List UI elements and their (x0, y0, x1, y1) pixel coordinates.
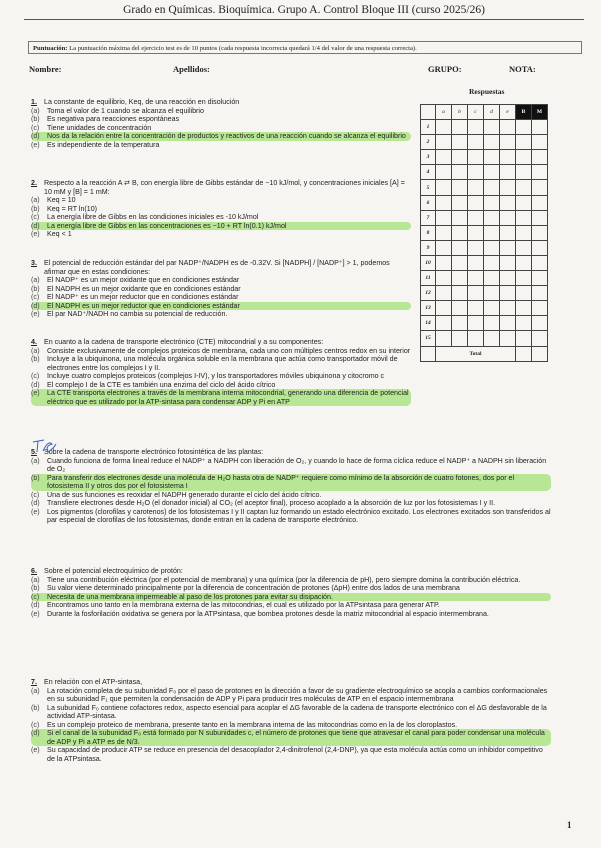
answers-grid-row (421, 301, 548, 316)
option-text: Es negativa para reacciones espontáneas (47, 115, 180, 123)
answer-option (31, 704, 551, 721)
answer-cell[interactable] (532, 255, 548, 270)
answers-grid-row (421, 225, 548, 240)
question-1 (31, 98, 411, 149)
option-letter: (b) (31, 473, 40, 482)
answer-option (31, 141, 411, 150)
question-stem-text: La constante de equilibrio, Keq, de una reacción en disolución (44, 98, 240, 106)
answer-cell[interactable] (468, 286, 484, 301)
question-stem (31, 179, 411, 196)
option-letter: (c) (31, 213, 40, 221)
option-text: Es un complejo proteico de membrana, presente tanto en la membrana interna de las mitocondrias como en la de los cloroplastos. (47, 720, 458, 729)
answer-cell[interactable] (484, 240, 500, 255)
total-spacer (421, 346, 436, 361)
answer-cell[interactable] (468, 316, 484, 331)
answer-cell[interactable] (516, 210, 532, 225)
answers-grid-total-row (421, 346, 548, 361)
row-number: 14 (421, 316, 436, 331)
answer-cell[interactable] (468, 120, 484, 135)
answer-cell[interactable] (532, 316, 548, 331)
answer-cell[interactable] (436, 165, 452, 180)
answer-cell[interactable] (468, 195, 484, 210)
answer-option (31, 205, 411, 214)
option-letter: (e) (31, 507, 40, 516)
answer-cell[interactable] (516, 165, 532, 180)
answers-grid-row (421, 255, 548, 270)
question-stem (31, 259, 411, 276)
option-letter: (c) (31, 372, 40, 380)
option-letter: (e) (31, 310, 40, 318)
option-letter: (a) (31, 686, 40, 695)
row-number: 10 (421, 255, 436, 270)
answer-cell[interactable] (500, 210, 516, 225)
answer-cell[interactable] (484, 316, 500, 331)
page-number: 1 (567, 820, 572, 830)
option-letter: (b) (31, 355, 40, 363)
answer-cell[interactable] (532, 225, 548, 240)
answer-cell[interactable] (484, 255, 500, 270)
answer-option (31, 381, 411, 390)
option-text: Necesita de una membrana impermeable al paso de los protones para evitar su disipación. (47, 592, 333, 601)
answer-cell[interactable] (436, 271, 452, 286)
option-text: Su valor viene determinado principalmente por la diferencia de concentración de protones (ΔpH) entre dos lados de una membrana (47, 584, 460, 592)
answers-grid-row (421, 120, 548, 135)
answer-option-highlighted (31, 389, 411, 406)
answer-cell[interactable] (516, 301, 532, 316)
corner-cell (421, 105, 436, 120)
total-correct-cell[interactable] (516, 346, 532, 361)
answer-cell[interactable] (516, 286, 532, 301)
answer-option (31, 124, 411, 133)
question-2 (31, 179, 411, 239)
option-letter: (a) (31, 276, 40, 284)
answer-cell[interactable] (452, 301, 468, 316)
option-text: Cuando funciona de forma lineal reduce el NADP⁺ a NADPH con liberación de O₂, y cuando lo hace de forma cíclica reduce el NADP⁺ a NADPH sin liberación de O₂ (47, 456, 547, 473)
answer-cell[interactable] (484, 210, 500, 225)
option-text: El complejo I de la CTE es también una enzima del ciclo del ácido cítrico (47, 380, 276, 389)
row-number: 15 (421, 331, 436, 346)
name-field-label: Nombre: (29, 64, 62, 74)
answer-option (31, 230, 411, 239)
question-stem-text: Sobre el potencial electroquímico de protón: (44, 567, 183, 575)
answer-option-highlighted (31, 474, 551, 491)
answer-cell[interactable] (532, 150, 548, 165)
answer-option (31, 601, 551, 610)
answer-cell[interactable] (452, 225, 468, 240)
answer-cell[interactable] (436, 225, 452, 240)
answer-option (31, 196, 411, 205)
answers-grid-row (421, 331, 548, 346)
answer-cell[interactable] (436, 135, 452, 150)
row-number: 8 (421, 225, 436, 240)
scoring-box (28, 41, 582, 54)
answer-cell[interactable] (484, 331, 500, 346)
answers-grid-row (421, 165, 548, 180)
answer-cell[interactable] (436, 331, 452, 346)
answer-cell[interactable] (452, 255, 468, 270)
answer-cell[interactable] (516, 271, 532, 286)
answer-cell[interactable] (452, 165, 468, 180)
answer-cell[interactable] (532, 195, 548, 210)
answer-cell[interactable] (516, 180, 532, 195)
answer-option-highlighted (31, 132, 411, 141)
question-number: 7. (31, 678, 37, 686)
answer-cell[interactable] (452, 135, 468, 150)
row-number: 5 (421, 180, 436, 195)
option-letter: (a) (31, 575, 40, 584)
option-letter: (d) (31, 729, 40, 737)
option-letter: (e) (31, 746, 40, 754)
question-stem (31, 448, 551, 457)
option-text: Durante la fosforilación oxidativa se genera por la ATPsintasa, que bombea protones desde la matriz mitocondrial al espacio intermembrana. (47, 609, 489, 618)
answers-grid-header-row (421, 105, 548, 120)
answer-cell[interactable] (500, 301, 516, 316)
option-letter: (b) (31, 284, 40, 293)
answer-cell[interactable] (500, 316, 516, 331)
question-number: 6. (31, 567, 37, 575)
question-number: 3. (31, 259, 37, 267)
option-letter: (d) (31, 601, 40, 609)
answer-cell[interactable] (500, 165, 516, 180)
question-7 (31, 678, 551, 763)
answer-option (31, 372, 411, 381)
row-number: 9 (421, 240, 436, 255)
option-letter: (d) (31, 301, 40, 310)
option-text: La energía libre de Gibbs en las concentraciones es −10 + RT ln(0.1) kJ/mol (47, 221, 287, 230)
question-stem-text: Respecto a la reacción A ⇄ B, con energía libre de Gibbs estándar de −10 kJ/mol, y concentraciones iniciales [A] = 10 mM y [B] = 1 mM: (44, 179, 405, 196)
option-letter: (d) (31, 499, 40, 507)
answer-option (31, 293, 411, 302)
answer-cell[interactable] (452, 316, 468, 331)
answer-cell[interactable] (468, 135, 484, 150)
answer-cell[interactable] (484, 135, 500, 150)
answer-option (31, 610, 551, 619)
option-letter: (a) (31, 106, 40, 115)
answer-cell[interactable] (484, 225, 500, 240)
answer-cell[interactable] (532, 210, 548, 225)
option-text: Transfiere electrones desde H₂O (el donador inicial) al CO₂ (el aceptor final), proceso acoplado a la absorción de luz por los fotosistemas I y II. (47, 499, 496, 507)
answer-cell[interactable] (516, 120, 532, 135)
option-letter: (d) (31, 221, 40, 230)
answers-grid-row (421, 195, 548, 210)
option-text: La CTE transporta electrones a través de la membrana interna mitocondrial, generando una diferencia de potencial eléctrico que es utilizado por la ATP-sintasa para condensar ADP y Pi en ATP (47, 389, 409, 406)
option-letter: (c) (31, 720, 40, 729)
answer-cell[interactable] (484, 195, 500, 210)
answers-grid-row (421, 135, 548, 150)
col-header-b: b (452, 105, 468, 120)
option-letter: (b) (31, 584, 40, 592)
question-number: 2. (31, 179, 37, 187)
row-number: 11 (421, 271, 436, 286)
answers-grid-row (421, 210, 548, 225)
option-text: Consiste exclusivamente de complejos proteicos de membrana, cada uno con múltiples centros redox en su interior (47, 346, 411, 355)
answer-cell[interactable] (500, 271, 516, 286)
question-4 (31, 338, 411, 406)
answer-option (31, 213, 411, 222)
scoring-text: La puntuación máxima del ejercicio test es de 10 puntos (cada respuesta incorrecta quedará 1/4 del valor de una respuesta correcta). (67, 45, 417, 52)
option-text: Una de sus funciones es reoxidar el NADPH generado durante el ciclo del ácido cítrico. (47, 490, 322, 499)
answer-cell[interactable] (436, 180, 452, 195)
answer-cell[interactable] (516, 135, 532, 150)
answer-option (31, 576, 551, 585)
answer-cell[interactable] (532, 240, 548, 255)
exam-header: Grado en Químicas. Bioquímica. Grupo A. Control Bloque III (curso 2025/26) (24, 4, 584, 20)
answer-cell[interactable] (468, 225, 484, 240)
answer-option (31, 721, 551, 730)
row-number: 6 (421, 195, 436, 210)
answer-option (31, 115, 411, 124)
col-header-correct: B (516, 105, 532, 120)
answers-grid-row (421, 286, 548, 301)
question-number: 4. (31, 338, 37, 346)
answer-cell[interactable] (532, 135, 548, 150)
option-text: El NADPH es un mejor oxidante que en condiciones estándar (47, 284, 241, 293)
surname-field-label: Apellidos: (173, 64, 210, 74)
option-letter: (e) (31, 389, 40, 397)
col-header-a: a (436, 105, 452, 120)
answer-cell[interactable] (436, 120, 452, 135)
option-text: La rotación completa de su subunidad F₀ por el paso de protones en la dirección a favor de su gradiente electroquímico se acopla a cambios conformacionales en su subunidad F₁ que permiten la condensación de ADP y Pi para producir tres moléculas de ATP en el espacio intermembrana (47, 686, 548, 703)
option-text: Encontramos uno tanto en la membrana externa de las mitocondrias, el cual es utilizado por la ATPsintasa para generar ATP. (47, 601, 440, 609)
row-number: 1 (421, 120, 436, 135)
answer-option-highlighted (31, 729, 551, 746)
option-text: El NADP⁺ es un mejor reductor que en condiciones estándar (47, 293, 239, 301)
question-stem (31, 98, 411, 107)
answer-option (31, 491, 551, 500)
answer-cell[interactable] (484, 271, 500, 286)
col-header-d: d (484, 105, 500, 120)
answer-cell[interactable] (500, 331, 516, 346)
answer-cell[interactable] (484, 150, 500, 165)
answer-cell[interactable] (516, 225, 532, 240)
answer-cell[interactable] (468, 331, 484, 346)
option-text: La energía libre de Gibbs en las condiciones iniciales es -10 kJ/mol (47, 213, 259, 221)
answer-cell[interactable] (436, 240, 452, 255)
answer-option (31, 499, 551, 508)
row-number: 2 (421, 135, 436, 150)
option-letter: (c) (31, 592, 40, 601)
answer-cell[interactable] (452, 240, 468, 255)
scoring-label: Puntuación: (33, 45, 68, 52)
answer-cell[interactable] (484, 301, 500, 316)
answer-cell[interactable] (468, 210, 484, 225)
answers-grid-row (421, 316, 548, 331)
answer-option (31, 310, 411, 319)
answer-cell[interactable] (468, 165, 484, 180)
answer-cell[interactable] (484, 165, 500, 180)
question-5 (31, 448, 551, 525)
option-letter: (e) (31, 609, 40, 618)
option-text: Keq = RT ln(10) (47, 204, 98, 213)
option-text: Para transferir dos electrones desde una molécula de H₂O hasta otra de NADP⁺ requiere como mínimo de la absorción de cuatro fotones, dos por el fotosistema II y otros dos por el fotosistema I (47, 473, 515, 490)
answer-cell[interactable] (436, 150, 452, 165)
answer-option (31, 457, 551, 474)
col-header-c: c (468, 105, 484, 120)
answer-cell[interactable] (468, 271, 484, 286)
answer-cell[interactable] (516, 195, 532, 210)
option-letter: (a) (31, 346, 40, 355)
answer-cell[interactable] (436, 255, 452, 270)
answer-cell[interactable] (500, 240, 516, 255)
answer-cell[interactable] (500, 225, 516, 240)
option-text: Keq = 10 (47, 196, 76, 204)
answer-option (31, 687, 551, 704)
answers-grid-row (421, 180, 548, 195)
answer-option (31, 276, 411, 285)
answer-option (31, 355, 411, 372)
option-text: Su capacidad de producir ATP se reduce en presencia del desacoplador 2,4-dinitrofenol (2,4-DNP), ya que esta molécula actúa como un inhibidor competitivo de la ATPsintasa. (47, 746, 543, 763)
option-text: El NADPH es un mejor reductor que en condiciones estándar (47, 301, 240, 310)
row-number: 3 (421, 150, 436, 165)
option-text: Es independiente de la temperatura (47, 140, 160, 149)
answer-cell[interactable] (436, 210, 452, 225)
answer-cell[interactable] (532, 301, 548, 316)
group-field-label: GRUPO: (428, 64, 462, 74)
answer-cell[interactable] (500, 195, 516, 210)
option-text: El NADP⁺ es un mejor oxidante que en condiciones estándar (47, 276, 240, 284)
option-letter: (e) (31, 230, 40, 238)
total-wrong-cell[interactable] (532, 346, 548, 361)
answer-cell[interactable] (436, 301, 452, 316)
answer-cell[interactable] (500, 180, 516, 195)
answer-cell[interactable] (452, 180, 468, 195)
total-label: Total (436, 346, 516, 361)
answer-cell[interactable] (436, 316, 452, 331)
question-number: 5. (31, 448, 37, 456)
answer-cell[interactable] (516, 331, 532, 346)
answer-cell[interactable] (468, 240, 484, 255)
option-text: Si el canal de la subunidad F₀ está formado por N subunidades c, el número de protones que tiene que atravesar el canal para poder condensar una molécula de ADP y Pi a ATP es de N/3. (47, 729, 545, 746)
answer-cell[interactable] (516, 240, 532, 255)
answer-cell[interactable] (500, 286, 516, 301)
answer-cell[interactable] (516, 150, 532, 165)
question-stem (31, 567, 551, 576)
answer-cell[interactable] (484, 286, 500, 301)
answer-option (31, 285, 411, 294)
option-text: Tiene unidades de concentración (47, 123, 152, 132)
answer-cell[interactable] (484, 180, 500, 195)
option-text: La subunidad F₀ contiene cofactores redox, aspecto esencial para acoplar el ΔG favorable de la cadena de transporte electrónico con el ΔG desfavorable de la actividad ATP-sintasa. (47, 703, 547, 720)
answer-cell[interactable] (532, 120, 548, 135)
row-number: 12 (421, 286, 436, 301)
option-letter: (d) (31, 380, 40, 389)
answer-cell[interactable] (500, 120, 516, 135)
option-text: Los pigmentos (clorofilas y carotenos) de los fotosistemas I y II captan luz formando un estado electrónico excitado. Los electrones excitados son transferidos al par especial de clorofilas de los fotosistemas, donde entran en la cadena de transporte electrónico. (47, 507, 551, 524)
answer-cell[interactable] (452, 286, 468, 301)
answer-option-highlighted (31, 593, 551, 602)
option-text: Nos da la relación entre la concentración de productos y reactivos de una reacción cuando se alcanza el equilibrio (47, 132, 406, 140)
question-stem-text: El potencial de reducción estándar del par NADP⁺/NADPH es de -0.32V. Si [NADPH] / [NADP⁺] > 1, podemos afirmar que en estas condiciones: (44, 259, 390, 276)
answer-cell[interactable] (500, 135, 516, 150)
answer-option (31, 107, 411, 116)
question-6 (31, 567, 551, 618)
answer-option (31, 584, 551, 593)
option-letter: (e) (31, 140, 40, 149)
answer-cell[interactable] (468, 150, 484, 165)
answer-cell[interactable] (468, 180, 484, 195)
answer-option-highlighted (31, 222, 411, 231)
option-letter: (a) (31, 196, 40, 204)
option-letter: (d) (31, 132, 40, 140)
answer-cell[interactable] (452, 150, 468, 165)
col-header-wrong: M (532, 105, 548, 120)
option-letter: (c) (31, 293, 40, 301)
answers-grid-row (421, 271, 548, 286)
question-stem-text: En relación con el ATP-sintasa, (44, 678, 143, 686)
option-text: Tiene una contribución eléctrica (por el potencial de membrana) y una química (por la diferencia de pH), pero siempre domina la contribución eléctrica. (47, 575, 521, 584)
answer-cell[interactable] (532, 331, 548, 346)
answer-cell[interactable] (500, 150, 516, 165)
option-text: Incluye cuatro complejos proteicos (complejos I-IV), y los transportadores móviles ubiquinona y citocromo c (47, 372, 385, 380)
answer-cell[interactable] (436, 286, 452, 301)
answer-cell[interactable] (516, 255, 532, 270)
option-letter: (a) (31, 456, 40, 465)
option-letter: (b) (31, 204, 40, 213)
answer-cell[interactable] (484, 120, 500, 135)
answer-cell[interactable] (452, 210, 468, 225)
row-number: 13 (421, 301, 436, 316)
answers-title: Respuestas (469, 87, 505, 96)
answer-cell[interactable] (452, 271, 468, 286)
option-text: Keq < 1 (47, 230, 72, 238)
option-letter: (c) (31, 490, 40, 499)
option-letter: (c) (31, 123, 40, 132)
answer-cell[interactable] (532, 271, 548, 286)
answer-cell[interactable] (516, 316, 532, 331)
option-text: Toma el valor de 1 cuando se alcanza el equilibrio (47, 106, 204, 115)
answer-cell[interactable] (532, 286, 548, 301)
answer-option (31, 347, 411, 356)
answer-option (31, 508, 551, 525)
option-letter: (b) (31, 115, 40, 123)
row-number: 4 (421, 165, 436, 180)
question-stem (31, 678, 551, 687)
answer-option-highlighted (31, 302, 411, 311)
answers-grid-row (421, 150, 548, 165)
answer-cell[interactable] (532, 165, 548, 180)
answer-cell[interactable] (452, 120, 468, 135)
answer-cell[interactable] (532, 180, 548, 195)
answer-cell[interactable] (452, 331, 468, 346)
option-text: El par NAD⁺/NADH no cambia su potencial de reducción. (47, 310, 228, 318)
answer-cell[interactable] (452, 195, 468, 210)
answer-cell[interactable] (468, 301, 484, 316)
question-stem (31, 338, 411, 347)
question-stem-text: Sobre la cadena de transporte electrónico fotosintética de las plantas: (44, 448, 264, 456)
handwritten-initials-mark (30, 438, 60, 454)
answer-cell[interactable] (468, 255, 484, 270)
option-letter: (b) (31, 703, 40, 712)
col-header-e: e (500, 105, 516, 120)
option-text: Incluye a la ubiquinona, una molécula orgánica soluble en la membrana que actúa como transportador móvil de electrones entre los complejos I y II. (47, 355, 398, 372)
answers-grid-row (421, 240, 548, 255)
question-3 (31, 259, 411, 319)
question-number: 1. (31, 98, 37, 106)
question-stem-text: En cuanto a la cadena de transporte electrónico (CTE) mitocondrial y a su componentes: (44, 338, 324, 346)
row-number: 7 (421, 210, 436, 225)
answer-cell[interactable] (500, 255, 516, 270)
grade-field-label: NOTA: (509, 64, 536, 74)
answers-grid (420, 104, 548, 362)
answer-cell[interactable] (436, 195, 452, 210)
answer-option (31, 746, 551, 763)
